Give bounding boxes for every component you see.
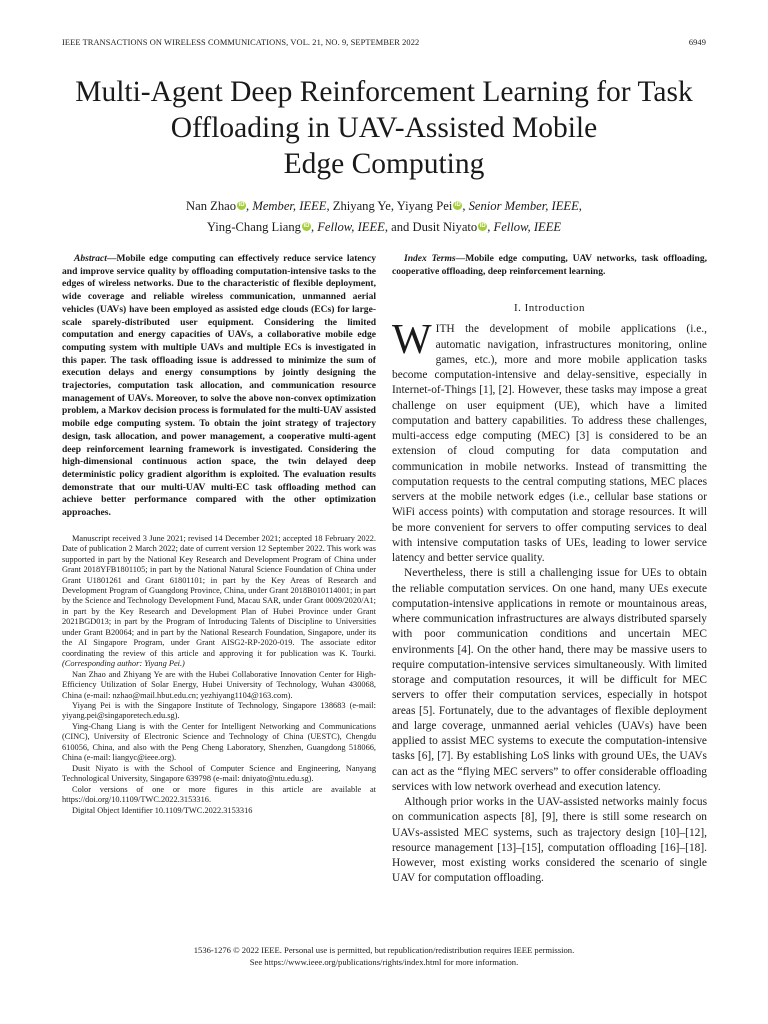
author-name: Nan Zhao xyxy=(186,199,237,213)
author-role: Fellow, IEEE xyxy=(493,220,562,234)
orcid-icon[interactable]: iD xyxy=(303,223,310,229)
footnote-manuscript xyxy=(62,534,376,670)
author-name: Ying-Chang Liang xyxy=(206,220,301,234)
page-number: 6949 xyxy=(688,38,706,47)
intro-paragraph-3: Although prior works in the UAV-assisted networks mainly focus on communication aspects [8], [9], there is still some research on UAVs-assisted MEC systems, such as trajectory design [10]–[12], resource management [13]–[15], computation offloading [16]–[18]. However, most existing works considered the scenario of single UAV for computation offloading. xyxy=(392,796,707,885)
journal-name: IEEE TRANSACTIONS ON WIRELESS COMMUNICATIONS, VOL. 21, NO. 9, SEPTEMBER 2022 xyxy=(62,38,420,47)
author-list xyxy=(40,196,728,238)
intro-paragraph-1-text: ITH the development of mobile applications (i.e., automatic navigation, infrastructures monitoring, online games, etc.), more and more mobile application tasks become computation-intensive and delay-sensitive, especially in Internet-of-Things [1], [2]. However, these tasks may impose a great challenge on user equipment (UE), which have a limited computation and battery capabilities. To address these challenges, multi-access edge computing (MEC) [3] is considered to be an extension of cloud computing for data computation and communication in mobile networks. Instead of transmitting the computation requests to the central computing stations, MEC places servers at the mobile network edges (i.e., cellular base stations or WiFi access points) with computation and storage resources. It will be more convenient for servers to offer computing services to deal with intensive computation tasks of UEs, leading to lower service latency and better service quality. xyxy=(392,323,707,565)
corresponding-author: (Corresponding author: Yiyang Pei.) xyxy=(62,659,185,669)
section-heading-introduction: I. Introduction xyxy=(513,302,586,315)
abstract-label: Abstract xyxy=(74,253,107,264)
orcid-icon[interactable]: iD xyxy=(238,202,245,208)
author-line-1: Nan Zhao iD , Member, IEEE, Zhiyang Ye, Yiyang Pei iD , Senior Member, IEEE, xyxy=(186,199,582,213)
footnote-affiliation: Dusit Niyato is with the School of Computer Science and Engineering, Nanyang Technological University, Singapore 639798 (e-mail: dniyato@ntu.edu.sg). xyxy=(62,763,376,784)
footnote-color: Color versions of one or more figures in this article are available at https://doi.org/10.1109/TWC.2022.3153316. xyxy=(62,784,376,805)
copyright-line-2: See https://www.ieee.org/publications/rights/index.html for more information. xyxy=(249,956,519,967)
author-role: Member, IEEE xyxy=(252,199,327,213)
orcid-icon[interactable]: iD xyxy=(454,202,461,208)
right-column xyxy=(392,253,707,887)
author-line-2: Ying-Chang Liang iD , Fellow, IEEE, and Dusit Niyato iD , Fellow, IEEE xyxy=(206,220,562,234)
title-line-2: Offloading in UAV-Assisted Mobile xyxy=(170,112,598,144)
running-header xyxy=(62,38,706,47)
introduction-body xyxy=(392,317,707,886)
and-word: and xyxy=(391,220,410,234)
copyright-notice xyxy=(62,945,706,968)
author-role: Fellow, IEEE xyxy=(317,220,385,234)
paper-title xyxy=(40,74,728,182)
orcid-icon[interactable]: iD xyxy=(479,223,486,229)
footnotes xyxy=(62,534,376,816)
footnote-affiliation: Nan Zhao and Zhiyang Ye are with the Hubei Collaborative Innovation Center for High-Efficiency Utilization of Solar Energy, Hubei University of Technology, Wuhan 430068, China (e-mail: nzhao@mail.hbut.edu.cn; yezhiyang1104@163.com). xyxy=(62,669,376,700)
author-name: Dusit Niyato xyxy=(412,220,478,234)
author-name: Yiyang Pei xyxy=(396,199,453,213)
abstract-text: Mobile edge computing can effectively reduce service latency and improve service quality by offloading computation-intensive tasks to the edges of wireless networks. Due to the characteristic of flexible deployment, wide coverage and reliable wireless communication, unmanned aerial vehicles (UAVs) have been employed as assisted edge clouds (ECs) for large-scale sparely-distributed user equipment. Considering the limited computation and energy capacities of UAVs, a collaborative mobile edge computing system with multiple UAVs and multiple ECs is investigated in this paper. The task offloading issue is addressed to minimize the sum of execution delays and energy consumptions by jointly designing the trajectories, computation task allocation, and communication resource management of UAVs. Moreover, to solve the above non-convex optimization problem, a Markov decision process is formulated for the multi-UAV assisted mobile edge computing system. To obtain the joint strategy of trajectory design, task allocation, and power management, a cooperative multi-agent deep reinforcement learning framework is investigated. Considering the high-dimensional continuous action space, the twin delayed deep deterministic policy gradient algorithm is exploited. The evaluation results demonstrate that our multi-UAV multi-EC task offloading method can achieve better performance compared with the other optimization approaches. xyxy=(62,253,376,519)
intro-paragraph-1 xyxy=(392,317,707,566)
abstract: Abstract—Mobile edge computing can effectively reduce service latency and improve service quality by offloading computation-intensive tasks to the edges of wireless networks. Due to the characteristic of flexible deployment, wide coverage and reliable wireless communication, unmanned aerial vehicles (UAVs) have been employed as assisted edge clouds (ECs) for large-scale sparely-distributed user equipment. Considering the limited computation and energy capacities of UAVs, a collaborative mobile edge computing system with multiple UAVs and multiple ECs is investigated in this paper. The task offloading issue is addressed to minimize the sum of execution delays and energy consumptions by jointly designing the trajectories, computation task allocation, and communication resource management of UAVs. Moreover, to solve the above non-convex optimization problem, a Markov decision process is formulated for the multi-UAV assisted mobile edge computing system. To obtain the joint strategy of trajectory design, task allocation, and power management, a cooperative multi-agent deep reinforcement learning framework is investigated. Considering the high-dimensional continuous action space, the twin delayed deep deterministic policy gradient algorithm is exploited. The evaluation results demonstrate that our multi-UAV multi-EC task offloading method can achieve better performance compared with the other optimization approaches. xyxy=(62,253,376,519)
index-terms-text: Mobile edge computing, UAV networks, task offloading, cooperative offloading, deep reinforcement learning. xyxy=(392,253,707,277)
title-line-1: Multi-Agent Deep Reinforcement Learning for Task xyxy=(75,76,693,108)
index-terms-label: Index Terms xyxy=(404,253,456,264)
footnote-affiliation: Ying-Chang Liang is with the Center for Intelligent Networking and Communications (CINC), University of Electronic Science and Technology of China (UESTC), Chengdu 610056, China, and also with the Peng Cheng Laboratory, Shenzhen, Guangdong 518066, China (e-mail: liangyc@ieee.org). xyxy=(62,721,376,763)
author-name: Zhiyang Ye xyxy=(332,199,391,213)
footnote-affiliation: Yiyang Pei is with the Singapore Institute of Technology, Singapore 138683 (e-mail: yiyang.pei@singaporetech.edu.sg). xyxy=(62,701,376,721)
drop-cap: W xyxy=(392,317,432,364)
author-role: Senior Member, IEEE xyxy=(468,199,579,213)
left-column xyxy=(62,253,376,816)
manuscript-text: Manuscript received 3 June 2021; revised 14 December 2021; accepted 18 February 2022. Date of publication 2 March 2022; date of current version 12 September 2022. This work was supported in part by the National Key Research and Development Program of China under Grant 2018YFB1801105; in part by the National Natural Science Foundation of China under Grant U1801261 and Grant 61801101; in part by the Key Areas of Research and Development Program of Guangdong Province, China, under Grant 2018B010114001; in part by the Science and Technology Development Fund, Macau SAR, under Grant 0009/2020/A1; in part by the Key Research and Development Plan of Hubei Province under Grant 2021BGD013; in part by the Program of Introducing Talents of Discipline to Universities under Grant B20064; and in part by the National Research Foundation, Singapore, under its the AI Singapore Program, under Grant AISG2-RP-2020-019. The associate editor coordinating the review of this article and approving it for publication was K. Tourki. xyxy=(62,533,376,658)
footnote-doi: Digital Object Identifier 10.1109/TWC.2022.3153316 xyxy=(72,805,253,815)
intro-paragraph-2: Nevertheless, there is still a challenging issue for UEs to obtain the reliable computation services. On one hand, many UEs execute computation-intensive applications in remote or mountainous areas, where communication infrastructures are always distributed sparsely with poor communication conditions and uncertain MEC environments [4]. On the other hand, there may be massive users to require computation-intensive services simultaneously. With limited storage and computation resources, it will be difficult for MEC servers to offer their computation services, especially in hotspot areas [5]. Fortunately, due to the advantages of flexible deployment and large coverage, unmanned aerial vehicles (UAVs) have been applied to assist MEC systems to execute the computation-intensive tasks [6], [7]. By establishing LoS links with ground UEs, the UAVs can act as the “flying MEC servers” to offer considerable offloading services with low network overhead and execution latency. xyxy=(392,567,707,793)
index-terms: Index Terms—Mobile edge computing, UAV networks, task offloading, cooperative offloading, deep reinforcement learning. xyxy=(392,253,707,277)
copyright-line-1: 1536-1276 © 2022 IEEE. Personal use is permitted, but republication/redistribution requires IEEE permission. xyxy=(193,945,575,955)
title-line-3: Edge Computing xyxy=(283,148,485,180)
